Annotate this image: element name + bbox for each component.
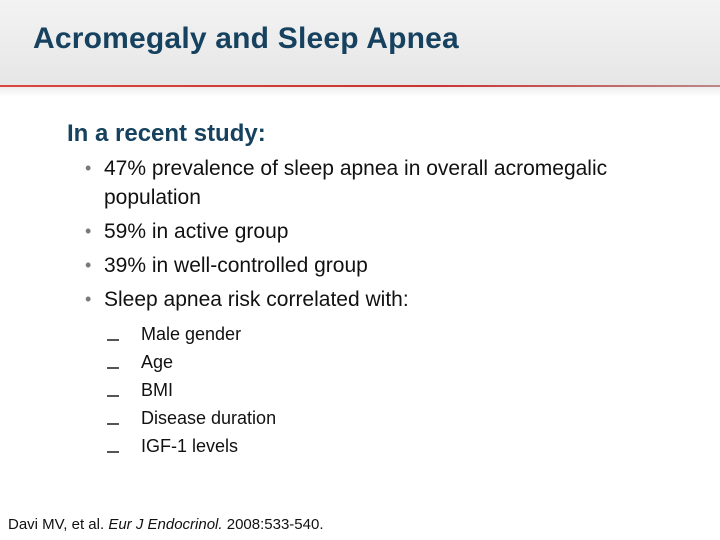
sub-bullet-item	[67, 320, 687, 348]
sub-bullet-text: Age	[141, 352, 174, 372]
bullet-text: 59% in active group	[104, 220, 289, 243]
dash-icon	[107, 339, 119, 341]
bullet-text: Sleep apnea risk correlated with:	[104, 288, 409, 311]
citation-journal: Eur J Endocrinol.	[108, 516, 223, 533]
sub-bullet-item	[67, 404, 687, 432]
dash-icon	[107, 423, 119, 425]
header-shadow	[0, 87, 720, 97]
intro-heading: In a recent study:	[67, 120, 266, 147]
bullet-text: 47% prevalence of sleep apnea in overall acromegalic population	[104, 157, 608, 209]
sub-bullet-list	[67, 320, 687, 460]
dash-icon	[107, 367, 119, 369]
bullet-dot-icon: •	[85, 289, 92, 309]
sub-bullet-text: Disease duration	[141, 408, 277, 428]
bullet-item	[67, 285, 687, 314]
citation-authors: Davi MV, et al.	[8, 516, 105, 533]
sub-bullet-item	[67, 348, 687, 376]
dash-icon	[107, 395, 119, 397]
sub-bullet-text: Male gender	[141, 324, 242, 344]
sub-bullet-text: IGF-1 levels	[141, 436, 239, 456]
bullet-item	[67, 251, 687, 280]
slide-title: Acromegaly and Sleep Apnea	[33, 22, 459, 55]
bullet-item	[67, 217, 687, 246]
bullet-text: 39% in well-controlled group	[104, 254, 368, 277]
dash-icon	[107, 451, 119, 453]
sub-bullet-item	[67, 376, 687, 404]
bullet-dot-icon: •	[85, 158, 92, 178]
bullet-item	[67, 154, 687, 212]
bullet-dot-icon: •	[85, 255, 92, 275]
sub-bullet-text: BMI	[141, 380, 174, 400]
bullet-dot-icon: •	[85, 221, 92, 241]
bullet-list	[67, 154, 687, 314]
sub-bullet-item	[67, 432, 687, 460]
citation	[8, 516, 324, 533]
slide-body	[67, 120, 687, 460]
citation-details: 2008:533-540.	[226, 516, 324, 533]
